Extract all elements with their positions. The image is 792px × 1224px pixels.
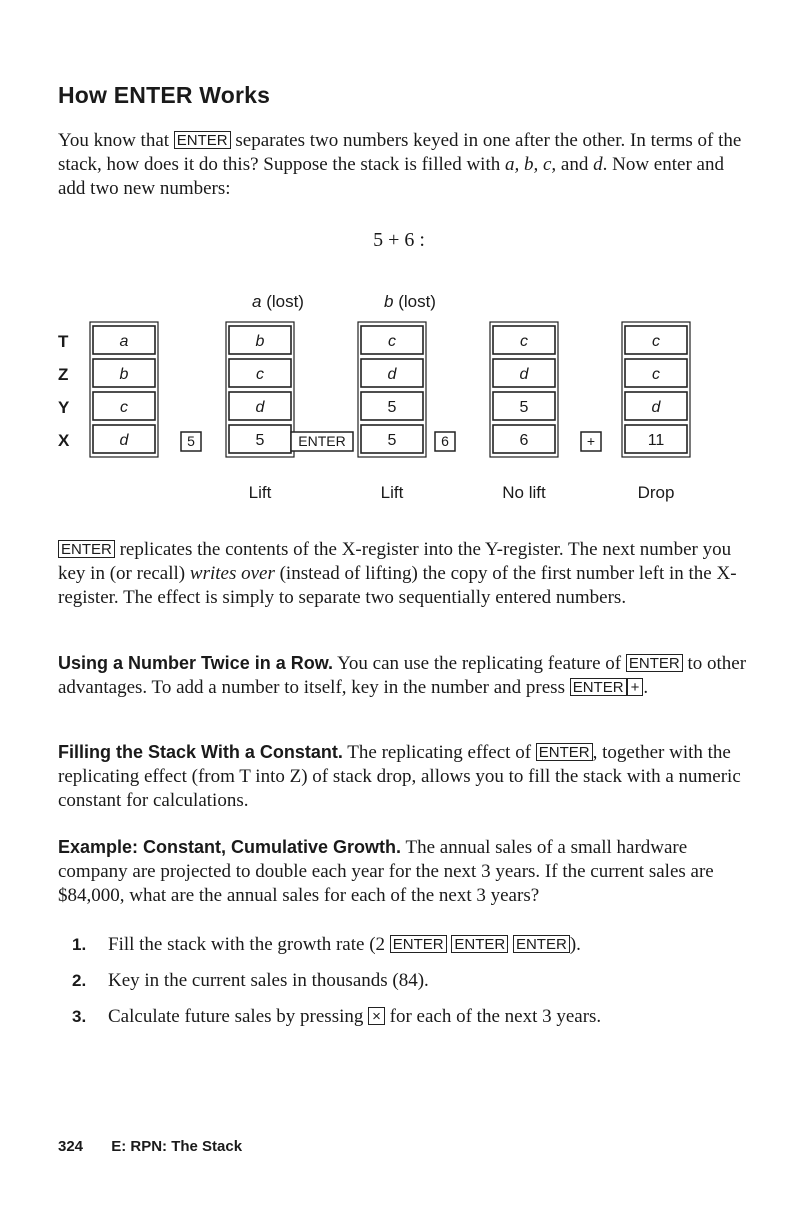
key-label: + (586, 433, 596, 449)
stack-cell-value: c (256, 366, 264, 383)
stack-column (90, 322, 158, 457)
stack-cell-value: c (652, 333, 660, 350)
key-label: 6 (441, 433, 449, 449)
stack-cell-value: 5 (255, 432, 265, 449)
stack-cell-value: d (119, 432, 129, 449)
key-cap (435, 432, 455, 451)
key-label: ENTER (298, 433, 346, 449)
stack-cell-value: d (387, 366, 397, 383)
page-footer (58, 1138, 242, 1155)
stack-diagram (0, 0, 792, 520)
section-name: E: RPN: The Stack (111, 1138, 243, 1155)
enter-key: ENTER (390, 935, 447, 953)
page-number: 324 (58, 1138, 84, 1155)
stack-column (226, 322, 294, 457)
plus-key: + (627, 678, 644, 696)
stack-cell-value: 11 (647, 432, 665, 449)
enter-key: ENTER (513, 935, 570, 953)
stack-cell-value: c (120, 399, 128, 416)
stack-column (622, 322, 690, 457)
enter-key: ENTER (58, 540, 115, 558)
enter-replicates-paragraph: ENTER replicates the contents of the X-register into the Y-register. The next number you key in (or recall) writes over (instead of lifting) the copy of the first number left in the X-register. The effect is simply to separate two sequentially entered numbers. (58, 539, 737, 608)
stack-cell-value: c (388, 333, 396, 350)
key-cap (291, 432, 353, 451)
step-item: 3. Calculate future sales by pressing × for each of the next 3 years. (72, 1006, 602, 1027)
register-label: X (58, 431, 70, 450)
enter-key: ENTER (536, 743, 593, 761)
stack-cell-value: c (652, 366, 660, 383)
stack-cell-value: b (119, 366, 129, 383)
stack-cell-value: 6 (519, 432, 529, 449)
enter-key: ENTER (174, 131, 231, 149)
operation-caption: Lift (380, 483, 404, 502)
multiply-key: × (368, 1007, 385, 1025)
equation: 5 + 6 : (373, 229, 425, 251)
lost-label: b (lost) (384, 292, 436, 311)
register-label: T (58, 332, 69, 351)
register-label: Z (58, 365, 69, 384)
stack-cell-value: b (255, 333, 265, 350)
key-cap (581, 432, 601, 451)
register-label: Y (58, 398, 70, 417)
stack-cell-value: d (519, 366, 529, 383)
stack-cell-value: 5 (387, 432, 397, 449)
enter-key: ENTER (451, 935, 508, 953)
stack-cell-value: 5 (387, 399, 397, 416)
step-item: 1. Fill the stack with the growth rate (2 ENTER ENTER ENTER ). (72, 934, 581, 955)
operation-caption: Drop (637, 483, 675, 502)
enter-key: ENTER (626, 654, 683, 672)
fill-stack-paragraph: Filling the Stack With a Constant. The replicating effect of ENTER , together with the replicating effect (from T into Z) of stack drop, allows you to fill the stack with a numeric constant for calculations. (58, 742, 741, 811)
section-heading: Example: Constant, Cumulative Growth. (58, 837, 402, 857)
lost-label: a (lost) (252, 292, 304, 311)
intro-paragraph: You know that ENTER separates two numbers keyed in one after the other. In terms of the stack, how does it do this? Suppose the stack is filled with a, b, c, and d. Now enter and add two new numbers: (58, 130, 742, 199)
example-paragraph: Example: Constant, Cumulative Growth. The annual sales of a small hardware company are projected to double each year for the next 3 years. If the current sales are $84,000, what are the annual sales for each of the next 3 years? (58, 837, 714, 906)
enter-key: ENTER (570, 678, 627, 696)
stack-cell-value: 5 (519, 399, 529, 416)
stack-cell-value: d (651, 399, 661, 416)
operation-caption: Lift (248, 483, 272, 502)
stack-cell-value: d (255, 399, 265, 416)
step-item: 2. Key in the current sales in thousands (84). (72, 970, 429, 991)
operation-caption: No lift (502, 483, 546, 502)
section-heading: Using a Number Twice in a Row. (58, 653, 334, 673)
stack-column (358, 322, 426, 457)
stack-column (490, 322, 558, 457)
key-cap (181, 432, 201, 451)
stack-cell-value: c (520, 333, 528, 350)
page-title: How ENTER Works (58, 82, 271, 108)
stack-cell-value: a (119, 333, 129, 350)
section-heading: Filling the Stack With a Constant. (58, 742, 343, 762)
number-twice-paragraph: Using a Number Twice in a Row. You can use the replicating feature of ENTER to other advantages. To add a number to itself, key in the number and press ENTER + . (58, 653, 747, 698)
steps-list (72, 934, 601, 1042)
key-label: 5 (187, 433, 195, 449)
